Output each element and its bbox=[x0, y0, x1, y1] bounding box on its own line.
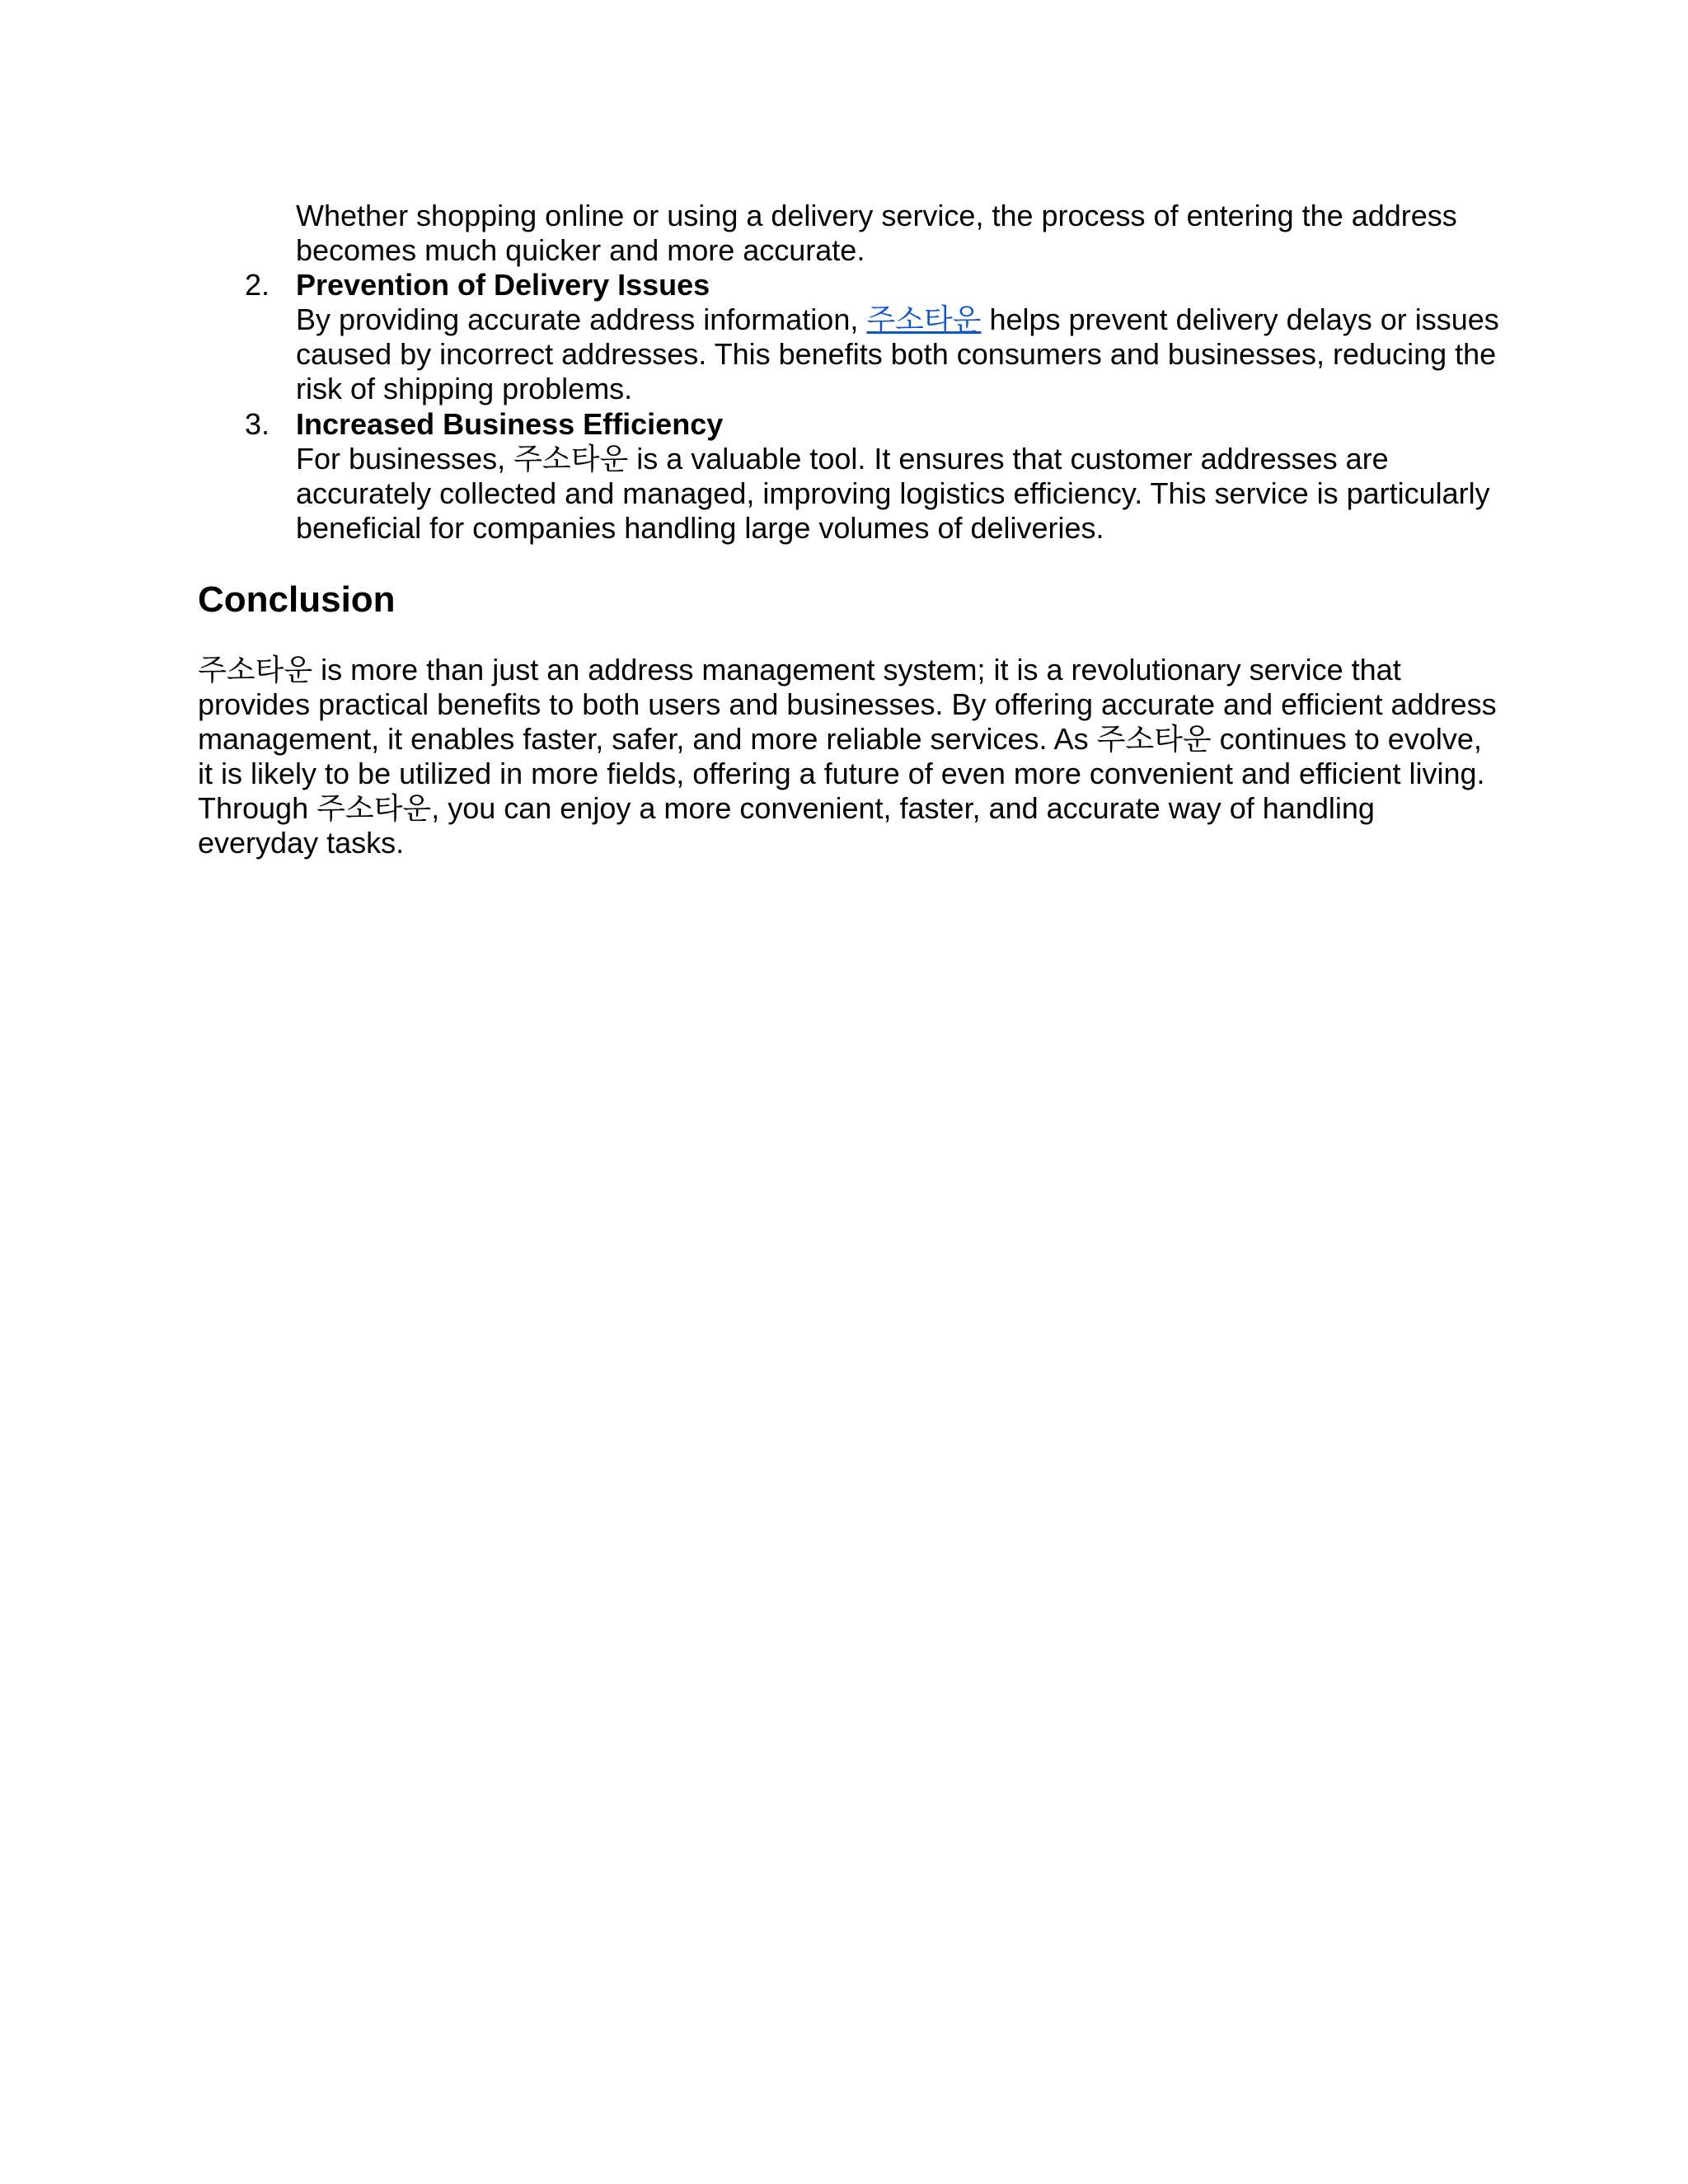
list-item-body bbox=[296, 268, 1499, 406]
list-item-text-before-link: By providing accurate address information, bbox=[296, 302, 867, 336]
list-item-title: Increased Business Efficiency bbox=[296, 407, 724, 441]
list-item-number: 3. bbox=[245, 407, 270, 441]
list-item-text bbox=[296, 302, 1499, 406]
list-item-1-continuation: Whether shopping online or using a delivery service, the process of entering the address becomes much quicker and more accurate. bbox=[296, 199, 1457, 267]
list-item-number: 2. bbox=[245, 268, 270, 302]
conclusion-paragraph: 주소타운 is more than just an address management system; it is a revolutionary service that provides practical benefits to both users and businesses. By offering accurate and efficient address management, it enables faster, safer, and more reliable services. As 주소타운 continues to evolve, it is likely to be utilized in more fields, offering a future of even more convenient and efficient living. Through 주소타운, you can enjoy a more convenient, faster, and accurate way of handling everyday tasks. bbox=[198, 653, 1497, 860]
conclusion-heading: Conclusion bbox=[198, 579, 396, 620]
jusotown-link[interactable]: 주소타운 bbox=[866, 302, 982, 336]
list-item-body bbox=[296, 407, 1499, 546]
list-item-text: For businesses, 주소타운 is a valuable tool. It ensures that customer addresses are accurately collected and managed, improving logistics efficiency. This service is particularly beneficial for companies handling large volumes of deliveries. bbox=[296, 442, 1490, 545]
list-item-title: Prevention of Delivery Issues bbox=[296, 268, 710, 302]
list-item-text-after-link: helps prevent delivery delays or issues caused by incorrect addresses. This benefits both consumers and businesses, reducing the risk of shipping problems. bbox=[296, 302, 1499, 405]
